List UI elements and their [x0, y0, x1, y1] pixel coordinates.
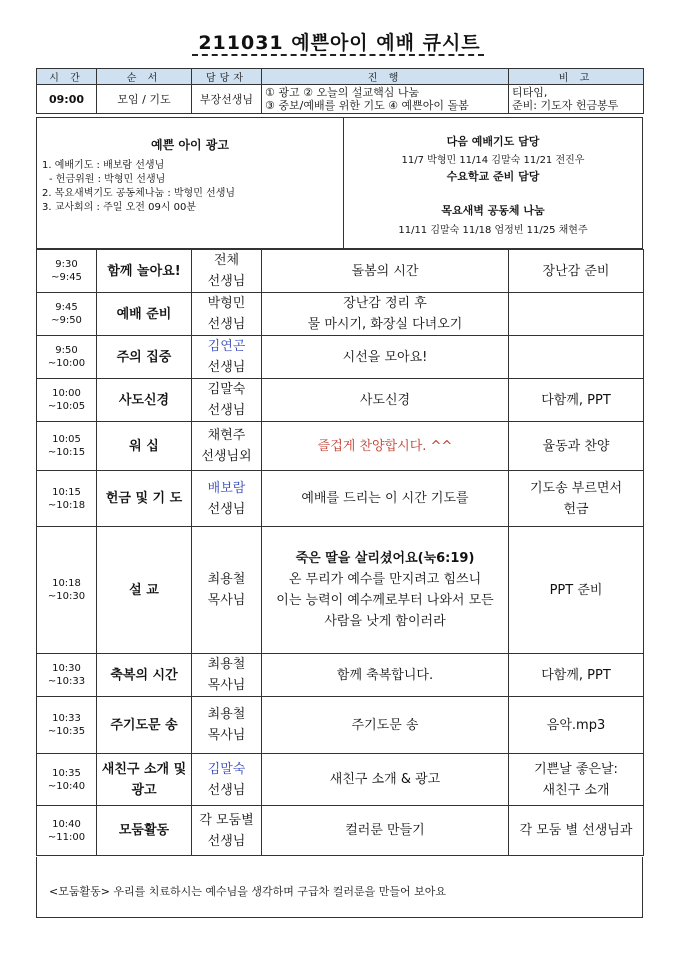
order-cell [97, 806, 192, 856]
header-row [37, 69, 644, 85]
progress-cell-line: 주기도문 송 [351, 717, 419, 733]
note-cell [509, 754, 644, 806]
person-cell-line: 선생님 [207, 360, 246, 375]
time-cell-line: ~9:45 [51, 272, 82, 283]
time-cell-line: 10:18 [52, 578, 81, 589]
order-cell-line: 사도신경 [118, 392, 170, 408]
time-cell-line: 10:33 [52, 713, 81, 724]
col-order: 순 서 [97, 69, 192, 85]
progress-line: ① 광고 ② 오늘의 설교핵심 나눔 [265, 86, 420, 99]
progress-cell [262, 471, 509, 527]
progress-cell-line: 물 마시기, 화장실 다녀오기 [307, 317, 463, 332]
person-cell [192, 697, 262, 754]
note-cell [509, 654, 644, 697]
note-cell-line: 헌금 [563, 501, 589, 517]
note-cell [509, 471, 644, 527]
header-table [36, 68, 644, 114]
order-cell [97, 250, 192, 293]
schedule-row [37, 379, 644, 422]
note-cell [509, 422, 644, 471]
person-cell-line: 선생님외 [201, 449, 252, 464]
time-cell-line: 10:05 [52, 434, 81, 445]
time-cell-line: ~10:30 [47, 591, 86, 602]
order-cell-line: 축복의 시간 [110, 667, 178, 683]
time-cell [37, 422, 97, 471]
note-cell [509, 697, 644, 754]
person-cell-line: 채현주 [207, 428, 246, 443]
progress-cell [262, 422, 509, 471]
time-cell-line: ~9:50 [51, 315, 82, 326]
first-row [37, 85, 644, 114]
col-note: 비 고 [509, 69, 644, 85]
person-cell [192, 806, 262, 856]
progress-cell-line: 컬러룬 만들기 [345, 823, 425, 838]
time-cell-line: 10:40 [52, 818, 81, 830]
person-cell [192, 654, 262, 697]
time-cell-line: 10:15 [52, 486, 81, 498]
progress-cell-line: 시선을 모아요! [342, 349, 428, 365]
dawn-list: 11/11 김말숙 11/18 엄정빈 11/25 채현주 [398, 225, 588, 236]
time-cell-line: ~10:00 [47, 358, 86, 369]
col-progress: 진 행 [262, 69, 509, 85]
schedule-table [36, 249, 644, 856]
time-cell [37, 654, 97, 697]
progress-cell [262, 85, 509, 114]
note-line: 티타임, [512, 86, 548, 99]
note-cell [509, 293, 644, 336]
time-cell [37, 527, 97, 654]
page-title: 211031 예쁜아이 예배 큐시트 [198, 32, 481, 54]
note-cell [509, 806, 644, 856]
person-cell [192, 293, 262, 336]
progress-cell [262, 379, 509, 422]
col-person: 담당자 [192, 69, 262, 85]
order-cell [97, 336, 192, 379]
time-cell [37, 806, 97, 856]
time-cell [37, 379, 97, 422]
person-cell-line: 목사님 [207, 728, 246, 743]
order-cell-line: 모둠활동 [118, 823, 170, 838]
schedule-row [37, 471, 644, 527]
schedule-row [37, 806, 644, 856]
notice-line: 2. 목요새벽기도 공동체나눔 : 박형민 선생님 [42, 188, 236, 199]
note-cell [509, 379, 644, 422]
schedule-row [37, 422, 644, 471]
person-cell-line: 김말숙 [207, 382, 246, 397]
progress-cell [262, 293, 509, 336]
progress-cell-line: 이는 능력이 예수께로부터 나와서 모든 [276, 593, 494, 608]
person-cell-line: 선생님 [207, 501, 246, 517]
order-cell-line: 주기도문 송 [110, 717, 178, 733]
person-cell-line: 선생님 [207, 317, 246, 332]
person-cell-line: 목사님 [207, 678, 246, 693]
time-cell-line: ~10:18 [47, 499, 86, 511]
progress-line: ③ 중보/예배를 위한 기도 ④ 예쁜아이 돌봄 [265, 99, 469, 112]
note-cell [509, 250, 644, 293]
note-cell-line: 장난감 준비 [542, 263, 610, 279]
person-cell-line: 선생님 [207, 403, 246, 418]
note-cell-line: 음악.mp3 [546, 717, 606, 733]
order-cell [97, 422, 192, 471]
person-cell [192, 422, 262, 471]
time-cell-line: ~10:33 [47, 676, 86, 687]
person-cell [192, 250, 262, 293]
person-cell-line: 김말숙 [207, 761, 246, 777]
order-cell-line: 함께 놀아요! [107, 263, 181, 279]
person-cell [192, 336, 262, 379]
order-cell [97, 654, 192, 697]
time-cell-line: 10:35 [52, 767, 81, 779]
note-line: 준비: 기도자 헌금봉투 [512, 99, 619, 112]
time-cell-line: ~11:00 [47, 831, 86, 843]
time-cell [37, 293, 97, 336]
note-cell-line: 다함께, PPT [541, 392, 611, 408]
person-cell-line: 배보람 [207, 480, 246, 496]
time-cell [37, 250, 97, 293]
notice-title: 예쁜 아이 광고 [151, 138, 229, 152]
time-cell-line: 9:45 [55, 302, 78, 313]
progress-cell [262, 806, 509, 856]
order-cell [97, 697, 192, 754]
notice-line: 3. 교사회의 : 주일 오전 09시 00분 [42, 202, 197, 213]
notice-line: 1. 예배기도 : 배보람 선생님 [42, 160, 165, 171]
progress-cell [262, 527, 509, 654]
time-cell-line: ~10:15 [47, 447, 86, 458]
order-cell-line: 예배 준비 [116, 306, 172, 322]
progress-cell [262, 754, 509, 806]
person-cell-line: 선생님 [207, 274, 246, 289]
note-cell-line: 각 모둠 별 선생님과 [519, 823, 633, 838]
schedule-row [37, 697, 644, 754]
notice-section [36, 117, 643, 249]
person-cell [192, 379, 262, 422]
note-cell-line: 기쁜날 좋은날: [534, 761, 618, 777]
duty-panel [344, 118, 642, 248]
prayer-title: 다음 예배기도 담당 [446, 135, 540, 148]
time-cell-line: ~10:40 [47, 780, 86, 792]
progress-cell-line: 사람을 낫게 함이러라 [324, 614, 446, 629]
person-cell-line: 전체 [213, 253, 240, 268]
time-cell [37, 471, 97, 527]
note-cell [509, 527, 644, 654]
title-underline [192, 54, 484, 56]
dawn-title: 목요새벽 공동체 나눔 [441, 204, 545, 217]
note-cell [509, 336, 644, 379]
note-cell-line: 율동과 찬양 [542, 438, 610, 454]
progress-cell-line: 온 무리가 예수를 만지려고 힘쓰니 [288, 572, 482, 587]
note-cell-line: 기도송 부르면서 [529, 480, 623, 496]
time-cell [37, 754, 97, 806]
order-cell-line: 워 십 [129, 438, 159, 454]
order-cell-line: 새친구 소개 및 [101, 761, 187, 777]
person-cell-line: 목사님 [207, 593, 246, 608]
person-cell-line: 최용철 [207, 572, 246, 587]
footer-note [36, 857, 643, 918]
progress-cell-line: 즐겁게 찬양합시다. ^^ [317, 438, 453, 454]
schedule-row [37, 527, 644, 654]
time-cell [37, 697, 97, 754]
progress-cell-line: 새친구 소개 & 광고 [329, 772, 441, 787]
note-cell-line: 다함께, PPT [541, 667, 611, 683]
progress-cell [262, 250, 509, 293]
schedule-row [37, 336, 644, 379]
schedule-row [37, 754, 644, 806]
note-cell [509, 85, 644, 114]
order-cell [97, 379, 192, 422]
col-time: 시 간 [37, 69, 97, 85]
order-cell [97, 471, 192, 527]
order-cell: 모임 / 기도 [97, 85, 192, 114]
note-cell-line: 새친구 소개 [542, 782, 610, 798]
progress-cell-line: 사도신경 [359, 392, 411, 408]
progress-cell-line: 돌봄의 시간 [351, 263, 419, 279]
schedule-row [37, 250, 644, 293]
time-cell-line: ~10:05 [47, 401, 86, 412]
progress-cell-line: 함께 축복합니다. [336, 667, 434, 683]
progress-cell-line: 예배를 드리는 이 시간 기도를 [301, 491, 469, 506]
schedule-row [37, 293, 644, 336]
order-cell-line: 설 교 [129, 582, 159, 598]
person-cell-line: 최용철 [207, 707, 246, 722]
person-cell-line: 선생님 [207, 833, 246, 849]
prayer-list: 11/7 박형민 11/14 김말숙 11/21 전진우 [401, 155, 585, 166]
order-cell-line: 주의 집중 [116, 349, 172, 365]
person-cell-line: 최용철 [207, 657, 246, 672]
person-cell: 부장선생님 [192, 85, 262, 114]
footer-text: <모둠활동> 우리를 치료하시는 예수님을 생각하며 구급차 컬러룬을 만들어 보아요 [49, 885, 447, 898]
school-title: 수요학교 준비 담당 [446, 170, 540, 183]
progress-cell-line: 죽은 딸을 살리셨어요(눅6:19) [295, 551, 475, 566]
time-cell-line: 10:30 [52, 663, 81, 674]
person-cell-line: 선생님 [207, 782, 246, 798]
person-cell [192, 527, 262, 654]
progress-cell [262, 654, 509, 697]
order-cell-line: 광고 [131, 782, 157, 798]
order-cell-line: 헌금 및 기 도 [105, 491, 183, 506]
order-cell [97, 527, 192, 654]
person-cell [192, 471, 262, 527]
order-cell [97, 293, 192, 336]
note-cell-line: PPT 준비 [549, 582, 603, 598]
schedule-row [37, 654, 644, 697]
person-cell-line: 김연곤 [207, 339, 246, 354]
time-cell-line: 10:00 [52, 388, 81, 399]
time-cell-line: 9:30 [55, 259, 78, 270]
progress-cell [262, 697, 509, 754]
progress-cell-line: 장난감 정리 후 [343, 296, 427, 311]
time-cell: 09:00 [37, 85, 97, 114]
time-cell [37, 336, 97, 379]
notice-panel [37, 118, 344, 248]
notice-line: - 헌금위원 : 박형민 선생님 [49, 174, 166, 185]
time-cell-line: ~10:35 [47, 726, 86, 737]
person-cell-line: 박형민 [207, 296, 246, 311]
person-cell [192, 754, 262, 806]
person-cell-line: 각 모둠별 [199, 812, 254, 828]
time-cell-line: 9:50 [55, 345, 78, 356]
progress-cell [262, 336, 509, 379]
order-cell [97, 754, 192, 806]
